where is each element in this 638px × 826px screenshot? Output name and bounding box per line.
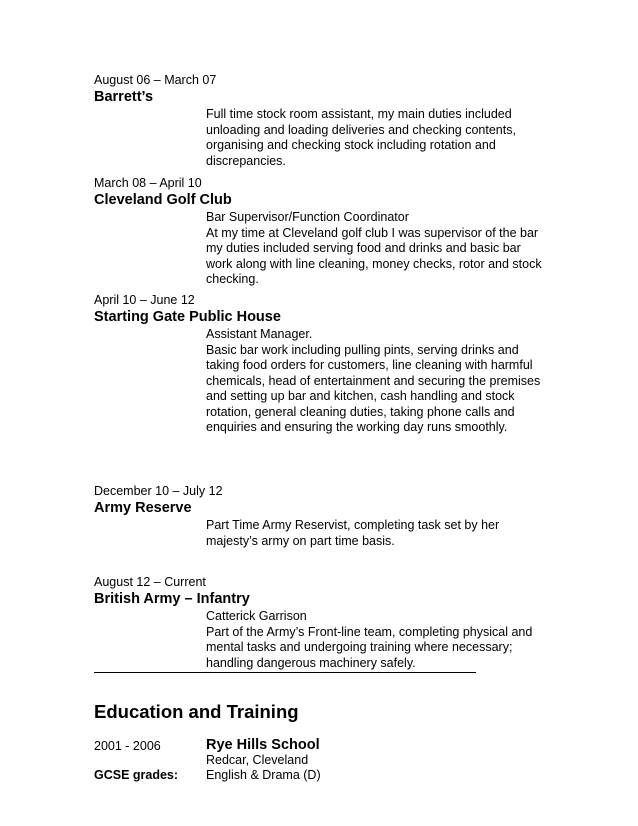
description-line: unloading and loading deliveries and checking contents, [206,122,516,137]
employment-dates: April 10 – June 12 [94,293,195,307]
description-line: rotation, general cleaning duties, taking phone calls and [206,404,515,419]
employer-name: Starting Gate Public House [94,309,281,325]
description-line: Assistant Manager. [206,327,313,341]
section-divider [94,672,476,673]
employer-name: Barrett’s [94,89,154,105]
employment-dates: August 12 – Current [94,575,206,589]
experience-entry [94,574,564,671]
education-location-row [94,752,564,768]
gcse-value: English & Drama (D) [206,768,321,782]
employer-name: Army Reserve [94,500,192,516]
description-line: Part Time Army Reservist, completing task set by her [206,518,500,532]
experience-entry [94,292,564,436]
gcse-label: GCSE grades: [94,768,179,782]
description-line: organising and checking stock including rotation and [206,138,496,152]
job-description [206,107,564,169]
job-description [206,518,564,549]
employment-dates: December 10 – July 12 [94,484,223,498]
description-line: work along with line cleaning, money checks, rotor and stock [206,256,542,271]
description-line: taking food orders for customers, line cleaning with harmful [206,358,533,372]
description-line: checking. [206,272,259,286]
school-name: Rye Hills School [206,737,320,753]
description-line: mental tasks and undergoing training where necessary; [206,640,513,654]
description-line: and setting up bar and kitchen, cash handling and stock [206,389,515,403]
experience-entry [94,175,564,288]
description-line: Full time stock room assistant, my main duties included [206,107,512,121]
experience-entry [94,483,564,549]
employer-name: British Army – Infantry [94,591,250,607]
description-line: handling dangerous machinery safely. [206,655,416,670]
employment-dates: August 06 – March 07 [94,73,217,87]
description-line: majesty’s army on part time basis. [206,533,395,548]
description-line: discrepancies. [206,153,286,168]
education-heading: Education and Training [94,701,299,722]
gcse-row [94,767,564,783]
experience-entry [94,72,564,169]
employer-name: Cleveland Golf Club [94,192,232,208]
description-line: Bar Supervisor/Function Coordinator [206,210,409,224]
description-line: enquiries and ensuring the working day runs smoothly. [206,420,508,434]
description-line: Basic bar work including pulling pints, serving drinks and [206,342,519,357]
education-years: 2001 - 2006 [94,739,161,753]
employment-dates: March 08 – April 10 [94,176,202,190]
description-line: my duties included serving food and drinks and basic bar [206,241,521,255]
school-location: Redcar, Cleveland [206,753,309,767]
description-line: Catterick Garrison [206,609,307,623]
job-description [206,210,564,288]
job-description [206,609,564,671]
description-line: Part of the Army’s Front-line team, completing physical and [206,624,533,639]
description-line: At my time at Cleveland golf club I was supervisor of the bar [206,225,539,240]
description-line: chemicals, head of entertainment and securing the premises [206,373,541,388]
job-description [206,327,564,436]
